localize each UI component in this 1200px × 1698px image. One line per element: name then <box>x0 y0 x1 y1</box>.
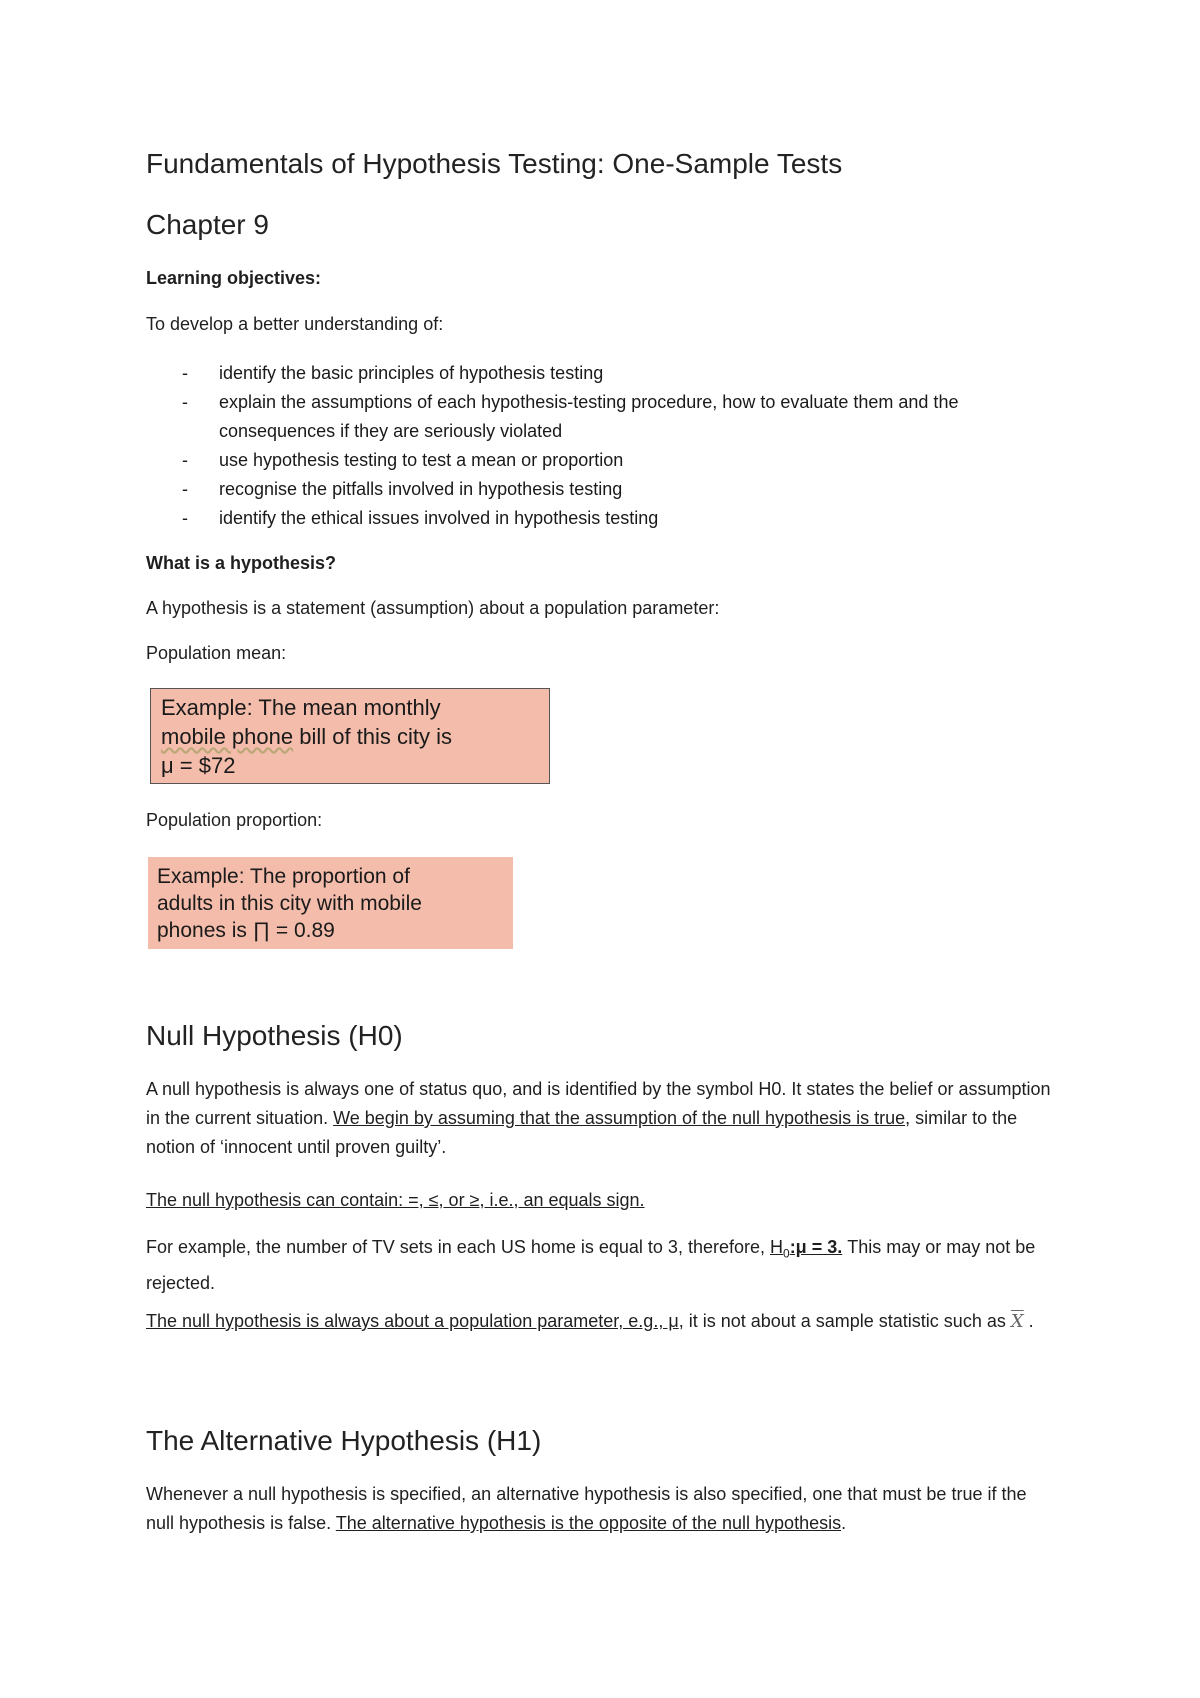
bullet-dash: - <box>182 479 188 499</box>
null-hypothesis-paragraph: A null hypothesis is always one of status quo, and is identified by the symbol H0. It states the belief or assumption in the current situation. We begin by assuming that the assumption of the null hypothesis is true, similar to the notion of ‘innocent until proven guilty’. <box>146 1079 1051 1157</box>
objectives-list <box>146 359 1046 533</box>
list-item: - recognise the pitfalls involved in hypothesis testing <box>146 475 1046 504</box>
null-hypothesis-heading: Null Hypothesis (H0) <box>146 1020 403 1051</box>
null-hypothesis-formula: $H_0:\mu = 3$. <box>770 1237 843 1261</box>
population-proportion-label: Population proportion: <box>146 810 323 830</box>
list-item: - identify the ethical issues involved in hypothesis testing <box>146 504 1046 533</box>
null-hypothesis-parameter-note: The null hypothesis is always about a population parameter, e.g., μ, it is not about a sample statistic such as $\overline{X}$ . <box>146 1311 1034 1332</box>
list-item: - use hypothesis testing to test a mean or proportion <box>146 446 1046 475</box>
bullet-dash: - <box>182 363 188 383</box>
objectives-heading: Learning objectives: <box>146 268 322 288</box>
chapter-heading: Chapter 9 <box>146 209 269 240</box>
population-mean-example-box: Example: The mean monthly mobile phone bill of this city is μ = $72 <box>150 688 550 784</box>
document-title: Fundamentals of Hypothesis Testing: One-Sample Tests <box>146 148 843 179</box>
list-item: - identify the basic principles of hypothesis testing <box>146 359 1046 388</box>
alternative-hypothesis-paragraph: Whenever a null hypothesis is specified, an alternative hypothesis is also specified, one that must be true if the null hypothesis is false. The alternative hypothesis is the opposite of the null hypothesis. <box>146 1484 1027 1533</box>
objectives-intro: To develop a better understanding of: <box>146 314 444 334</box>
spellcheck-underline: mobile phone <box>161 724 294 749</box>
what-is-hypothesis-heading: What is a hypothesis? <box>146 553 337 573</box>
bullet-dash: - <box>182 508 188 528</box>
bullet-dash: - <box>182 392 188 412</box>
population-mean-label: Population mean: <box>146 643 287 663</box>
hypothesis-definition: A hypothesis is a statement (assumption) about a population parameter: <box>146 598 720 618</box>
bullet-dash: - <box>182 450 188 470</box>
alternative-hypothesis-heading: The Alternative Hypothesis (H1) <box>146 1425 542 1456</box>
sample-mean-symbol: $\overline{X}$ <box>1010 1311 1024 1332</box>
null-hypothesis-signs: The null hypothesis can contain: =, ≤, or ≥, i.e., an equals sign. <box>146 1190 645 1210</box>
null-hypothesis-example: For example, the number of TV sets in each US home is equal to 3, therefore, $H_0:\mu = 3$. This may or may not be rejected. <box>146 1237 1036 1293</box>
list-item: - explain the assumptions of each hypothesis-testing procedure, how to evaluate them and the consequences if they are seriously violated <box>146 388 1046 446</box>
population-proportion-example-box: Example: The proportion of adults in this city with mobile phones is ∏ = 0.89 <box>148 857 513 949</box>
